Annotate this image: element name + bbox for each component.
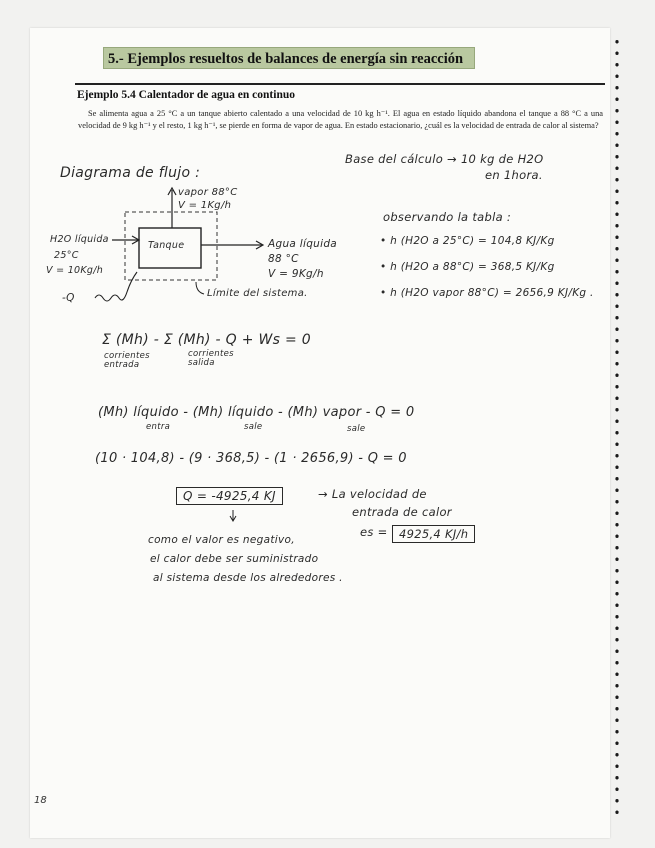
table-title: observando la tabla : bbox=[383, 210, 512, 224]
basis-line-2: en 1hora. bbox=[485, 168, 543, 182]
basis-line-1: Base del cálculo → 10 kg de H2O bbox=[345, 152, 544, 166]
page-number: 18 bbox=[34, 795, 47, 806]
diagram-title: Diagrama de flujo : bbox=[60, 165, 201, 181]
boundary-label: Límite del sistema. bbox=[207, 288, 308, 299]
vapor-velocity: V = 1Kg/h bbox=[178, 200, 232, 211]
vapor-label: vapor 88°C bbox=[178, 187, 238, 198]
inlet-line-3: V = 10Kg/h bbox=[46, 265, 104, 276]
problem-statement: Se alimenta agua a 25 °C a un tanque abierto calentado a una velocidad de 10 kg h⁻¹. El agua en estado líquido abandona el tanque a 88 °C a una velocidad de 9 kg h⁻¹ y el resto, 1 kg h⁻¹, se pierde en forma de vapor de agua. En estado estacionario, ¿cuál es la velocidad de entrada de calor al sistema? bbox=[78, 109, 603, 130]
outlet-line-2: 88 °C bbox=[268, 253, 299, 265]
tank-label: Tanque bbox=[148, 240, 185, 251]
example-title: Ejemplo 5.4 Calentador de agua en continuo bbox=[77, 89, 295, 101]
enthalpy-line-1: • h (H2O a 25°C) = 104,8 KJ/Kg bbox=[380, 235, 555, 247]
expanded-equation: (Mh) líquido - (Mh) líquido - (Mh) vapor - Q = 0 bbox=[98, 405, 415, 420]
expanded-sub-entra: entra bbox=[146, 422, 171, 432]
enthalpy-line-3: • h (H2O vapor 88°C) = 2656,9 KJ/Kg . bbox=[380, 287, 594, 299]
expanded-sub-sale-2: sale bbox=[347, 424, 366, 434]
numeric-equation: (10 · 104,8) - (9 · 368,5) - (1 · 2656,9) - Q = 0 bbox=[95, 451, 407, 466]
conclusion-line-3: al sistema desde los alrededores . bbox=[153, 572, 343, 584]
expanded-sub-sale-1: sale bbox=[244, 422, 263, 432]
balance-equation: Σ (Mh) - Σ (Mh) - Q + Ws = 0 bbox=[102, 332, 311, 348]
inlet-line-1: H2O líquida bbox=[50, 234, 109, 245]
rate-line-1: → La velocidad de bbox=[318, 487, 427, 501]
enthalpy-line-2: • h (H2O a 88°C) = 368,5 KJ/Kg bbox=[380, 261, 555, 273]
balance-sub-entrada: corrientes entrada bbox=[104, 351, 150, 370]
outlet-line-1: Agua líquida bbox=[268, 238, 338, 250]
section-title: 5.- Ejemplos resueltos de balances de energía sin reacción bbox=[103, 47, 475, 69]
rate-line-3: es = bbox=[360, 525, 388, 539]
conclusion-line-2: el calor debe ser suministrado bbox=[150, 553, 319, 565]
outlet-line-3: V = 9Kg/h bbox=[268, 268, 324, 280]
balance-sub-salida: corrientes salida bbox=[188, 349, 234, 368]
conclusion-line-1: como el valor es negativo, bbox=[148, 534, 295, 546]
rate-value: 4925,4 KJ/h bbox=[392, 525, 475, 543]
heat-label: -Q bbox=[62, 292, 75, 304]
rate-line-2: entrada de calor bbox=[352, 505, 452, 519]
inlet-line-2: 25°C bbox=[54, 250, 79, 261]
q-result: Q = -4925,4 KJ bbox=[176, 487, 283, 505]
